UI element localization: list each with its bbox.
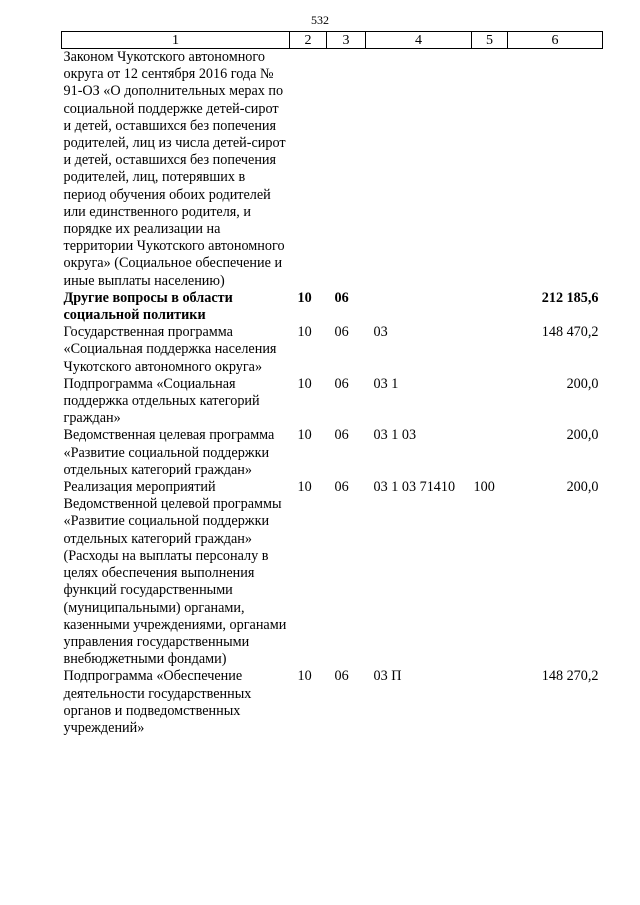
table-row: [62, 479, 603, 668]
row-subsection: 06: [334, 668, 349, 685]
column-header-1: 1: [62, 32, 290, 49]
row-section: 10: [297, 668, 312, 685]
row-subsection: 06: [334, 324, 349, 341]
row-subsection: 06: [334, 427, 349, 444]
row-expense-type: 100: [473, 479, 495, 496]
row-section: [290, 49, 327, 290]
row-name: Законом Чукотского автономного округа от 12 сентября 2016 года № 91-ОЗ «О дополнительных мерах по социальной поддержке детей-сирот и детей, оставшихся без попечения родителей, лиц из числа детей-сирот и детей, оставшихся без попечения родителей, лиц, потерявших в период обучения обоих родителей или единственного родителя, и порядке их реализации на территории Чукотского автономного округа» (Социальное обеспечение и иные выплаты населению): [63, 49, 286, 289]
row-target-article: 03 1: [373, 375, 399, 392]
row-name: Ведомственная целевая программа «Развитие социальной поддержки отдельных категорий граждан»: [63, 427, 275, 478]
row-amount: 148 270,2: [541, 668, 599, 685]
row-target-article: [366, 49, 472, 290]
row-amount: 148 470,2: [541, 324, 599, 341]
row-name: Подпрограмма «Социальная поддержка отдельных категорий граждан»: [63, 375, 260, 427]
table-row: [62, 49, 603, 290]
row-target-article: 03 1 03 71410: [373, 479, 456, 496]
table-row: [62, 668, 603, 737]
row-amount: 212 185,6: [541, 289, 599, 306]
table-row: [62, 324, 603, 376]
row-section: 10: [297, 427, 312, 444]
row-subsection: [327, 49, 366, 290]
column-header-2: 2: [290, 32, 327, 49]
row-name: Реализация мероприятий Ведомственной целевой программы «Развитие социальной поддержки отдельных категорий граждан» (Расходы на выплаты персоналу в целях обеспечения выполнения функций государственными (муниципальными) органами, казенными учреждениями, органами управления государственными внебюджетными фондами): [63, 479, 287, 668]
row-amount: 200,0: [566, 375, 599, 392]
row-target-article: [366, 290, 472, 324]
table-header-row: [62, 32, 603, 49]
row-target-article: 03 1 03: [373, 427, 417, 444]
column-header-6: 6: [508, 32, 603, 49]
row-expense-type: [472, 324, 508, 376]
table-row: [62, 427, 603, 479]
row-subsection: 06: [334, 375, 349, 392]
row-amount: 200,0: [566, 427, 599, 444]
row-target-article: 03: [373, 324, 388, 341]
row-section: 10: [297, 324, 312, 341]
page-number: 532: [311, 13, 329, 27]
row-section: 10: [297, 375, 312, 392]
column-header-5: 5: [472, 32, 508, 49]
row-expense-type: [472, 427, 508, 479]
row-subsection: 06: [334, 289, 349, 306]
table-row: [62, 376, 603, 428]
row-expense-type: [472, 668, 508, 737]
row-name: Подпрограмма «Обеспечение деятельности государственных органов и подведомственных учреждений»: [63, 668, 252, 736]
budget-table: [61, 31, 603, 737]
row-expense-type: [472, 49, 508, 290]
row-name: Другие вопросы в области социальной политики: [63, 289, 233, 324]
row-amount: [508, 49, 603, 290]
table-row: [62, 290, 603, 324]
row-expense-type: [472, 376, 508, 428]
row-name: Государственная программа «Социальная поддержка населения Чукотского автономного округа»: [63, 324, 277, 375]
row-amount: 200,0: [566, 479, 599, 496]
column-header-4: 4: [366, 32, 472, 49]
column-header-3: 3: [327, 32, 366, 49]
row-section: 10: [297, 479, 312, 496]
row-target-article: 03 П: [373, 668, 402, 685]
row-expense-type: [472, 290, 508, 324]
row-section: 10: [297, 289, 312, 306]
row-subsection: 06: [334, 479, 349, 496]
